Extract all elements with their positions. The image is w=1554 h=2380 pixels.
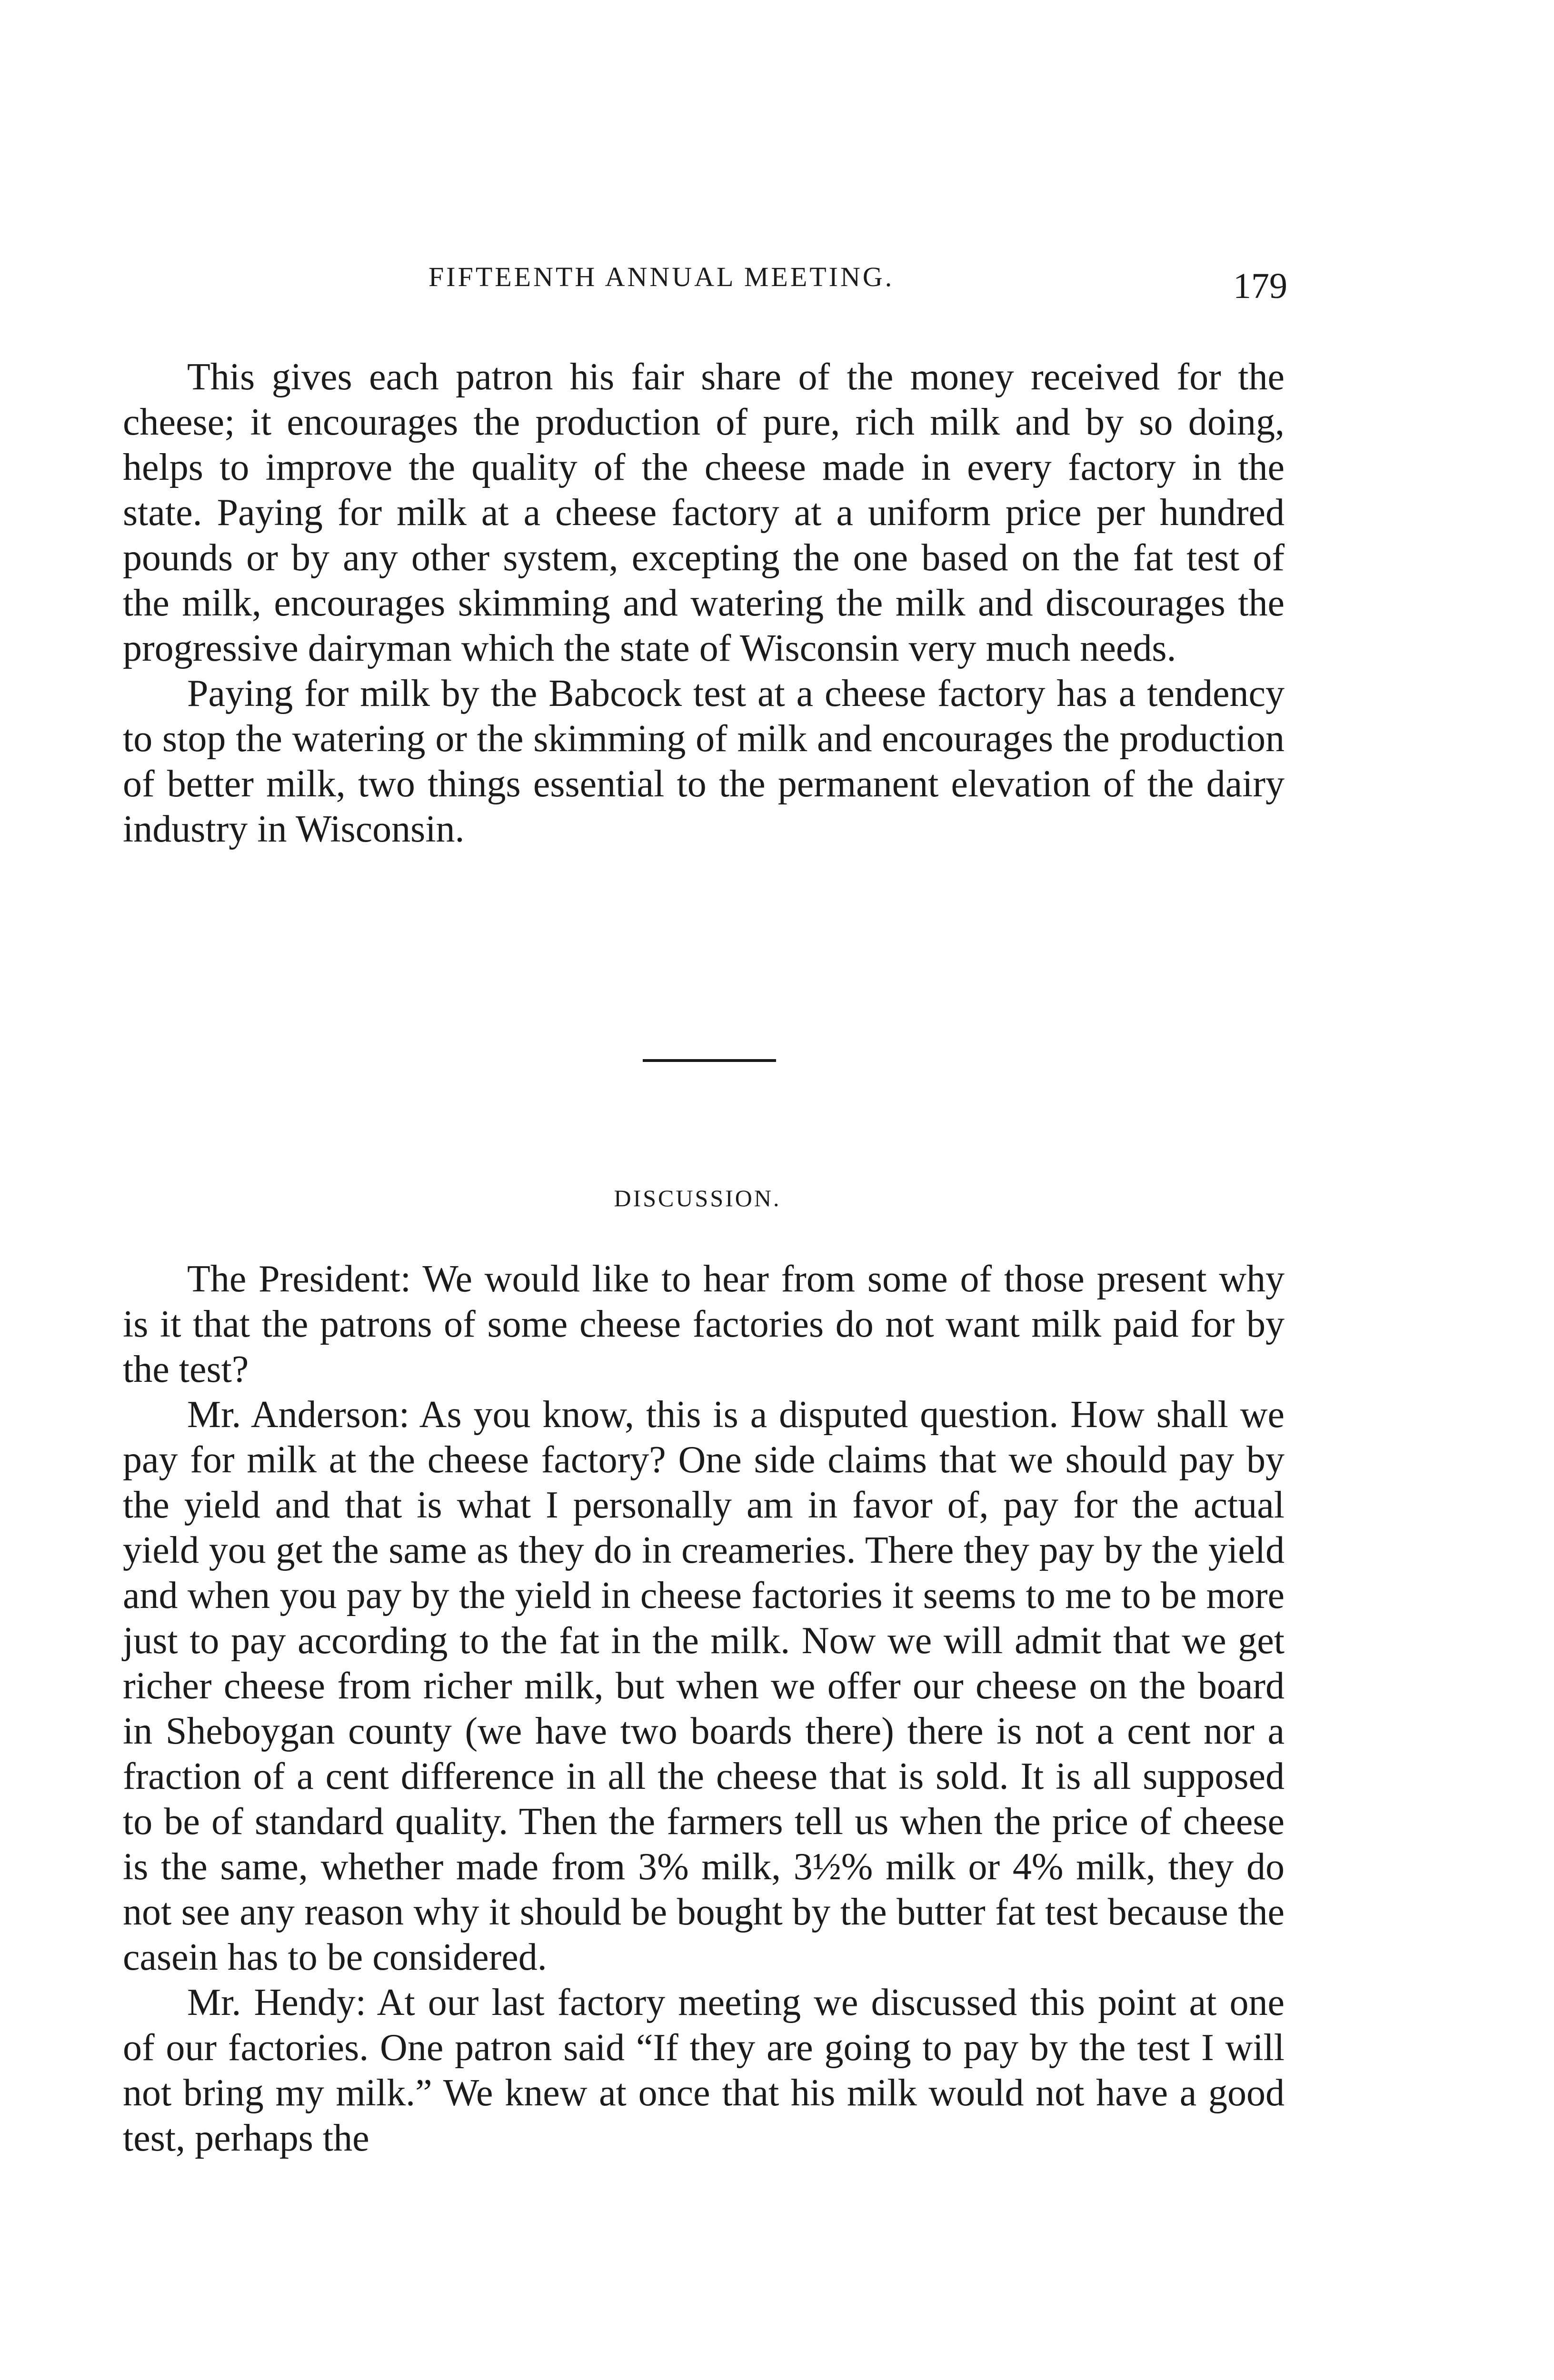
discussion-heading: DISCUSSION. xyxy=(614,1185,781,1211)
paragraph: Mr. Anderson: As you know, this is a disputed question. How shall we pay for milk at the cheese factory? One side claims that we should pay by the yield and that is what I personally am in favor of, pay for the actual yield you get the same as they do in creameries. There they pay by the yield and when you pay by the yield in cheese factories it seems to me to be more just to pay according to the fat in the milk. Now we will admit that we get richer cheese from richer milk, but when we offer our cheese on the board in Sheboygan county (we have two boards there) there is not a cent nor a fraction of a cent difference in all the cheese that is sold. It is all supposed to be of standard quality. Then the farmers tell us when the price of cheese is the same, whether made from 3% milk, 3½% milk or 4% milk, they do not see any reason why it should be bought by the butter fat test because the casein has to be considered. xyxy=(123,1394,1285,1978)
body-text-upper xyxy=(123,355,1285,852)
paragraph: Paying for milk by the Babcock test at a cheese factory has a tendency to stop the watering or the skimming of milk and encourages the production of better milk, two things essential to the permanent elevation of the dairy industry in Wisconsin. xyxy=(123,673,1285,850)
page-header xyxy=(0,261,1554,304)
paragraph: Mr. Hendy: At our last factory meeting we discussed this point at one of our factories. One patron said “If they are going to pay by the test I will not bring my milk.” We knew at once that his milk would not have a good test, perhaps the xyxy=(123,1982,1285,2159)
paragraph: This gives each patron his fair share of the money received for the cheese; it encourages the production of pure, rich milk and by so doing, helps to improve the quality of the cheese made in every factory in the state. Paying for milk at a cheese factory at a uniform price per hundred pounds or by any other system, excepting the one based on the fat test of the milk, encourages skimming and watering the milk and discourages the progressive dairyman which the state of Wisconsin very much needs. xyxy=(123,356,1285,669)
running-head: FIFTEENTH ANNUAL MEETING. xyxy=(428,261,895,292)
paragraph: The President: We would like to hear from some of those present why is it that the patrons of some cheese factories do not want milk paid for by the test? xyxy=(123,1258,1285,1390)
page-number: 179 xyxy=(1233,266,1287,306)
section-divider xyxy=(643,1059,776,1062)
discussion-body xyxy=(123,1257,1285,2161)
